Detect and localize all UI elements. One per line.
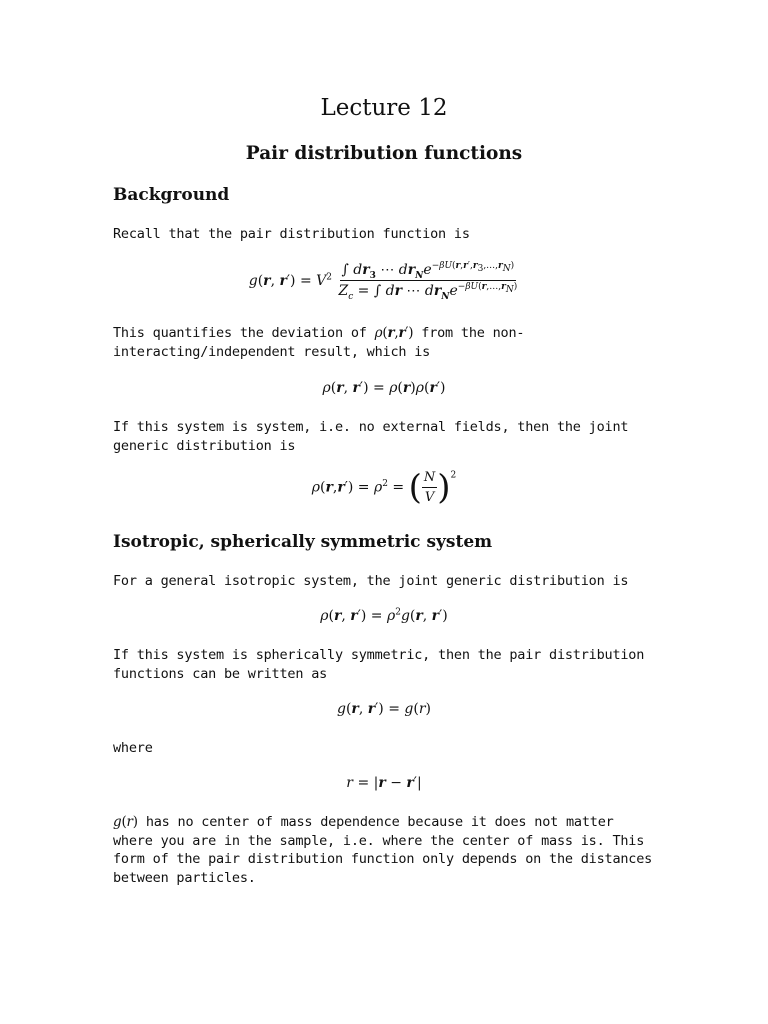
equation-1-numerator: ∫ $dr_3$ ⋯ $dr_Ne^{-\beta U(r,r',r_3,\dots,r_N)}$ (341, 261, 515, 281)
paragraph-isotropic: For a general isotropic system, the joint generic distribution is (113, 573, 629, 589)
paragraph-recall: Recall that the pair distribution function is (113, 226, 470, 242)
page-subtitle: Pair distribution functions (245, 143, 523, 164)
paragraph-deviation-text-a: This quantifies the deviation of (113, 325, 367, 341)
equation-pair-distribution (0, 261, 768, 302)
inline-g-of-r: g(r) (113, 814, 138, 830)
paragraph-center-of-mass-text: has no center of mass dependence because it does not matter where you are in the sample, i.e. where the center of mass is. This form of the pair distribution function only depends on the distances between particles. (113, 814, 653, 886)
paragraph-deviation-text-b: from the non-interacting/independent result, which is (113, 325, 525, 360)
paragraph-deviation (113, 324, 653, 361)
page-title: Lecture 12 (320, 95, 448, 121)
paragraph-spherical: If this system is spherically symmetric, then the pair distribution functions can be written as (113, 647, 645, 682)
paragraph-center-of-mass (113, 813, 653, 887)
equation-1-fraction (336, 261, 519, 302)
equation-isotropic: ρ(r, $r') = \rho^2g(r$, r′) (320, 607, 448, 624)
equation-distance: r = |r − r′| (346, 775, 422, 791)
section-heading-background: Background (113, 185, 230, 205)
section-heading-isotropic: Isotropic, spherically symmetric system (113, 532, 493, 552)
paragraph-no-external-fields: If this system is system, i.e. no external fields, then the joint generic distribution is (113, 419, 629, 454)
equation-spherical: g(r, r′) = g(r) (336, 701, 431, 717)
equation-1-denominator: $Z_c$ = ∫ dr ⋯ $dr_Ne^{-\beta U(r,\dots,r_N)}$ (338, 282, 518, 302)
inline-rho-symbol: ρ(r,r′) (374, 325, 414, 341)
equation-uniform-density: $\rho(r,r') = \rho^2$ = ( $\frac{N}{V}$ )$^2$ (311, 467, 457, 508)
equation-independent: ρ(r, r′) = ρ(r)ρ(r′) (322, 380, 446, 396)
equation-1-lhs: g(r, $r') = V^2$ (248, 271, 332, 289)
paragraph-where: where (113, 740, 153, 756)
